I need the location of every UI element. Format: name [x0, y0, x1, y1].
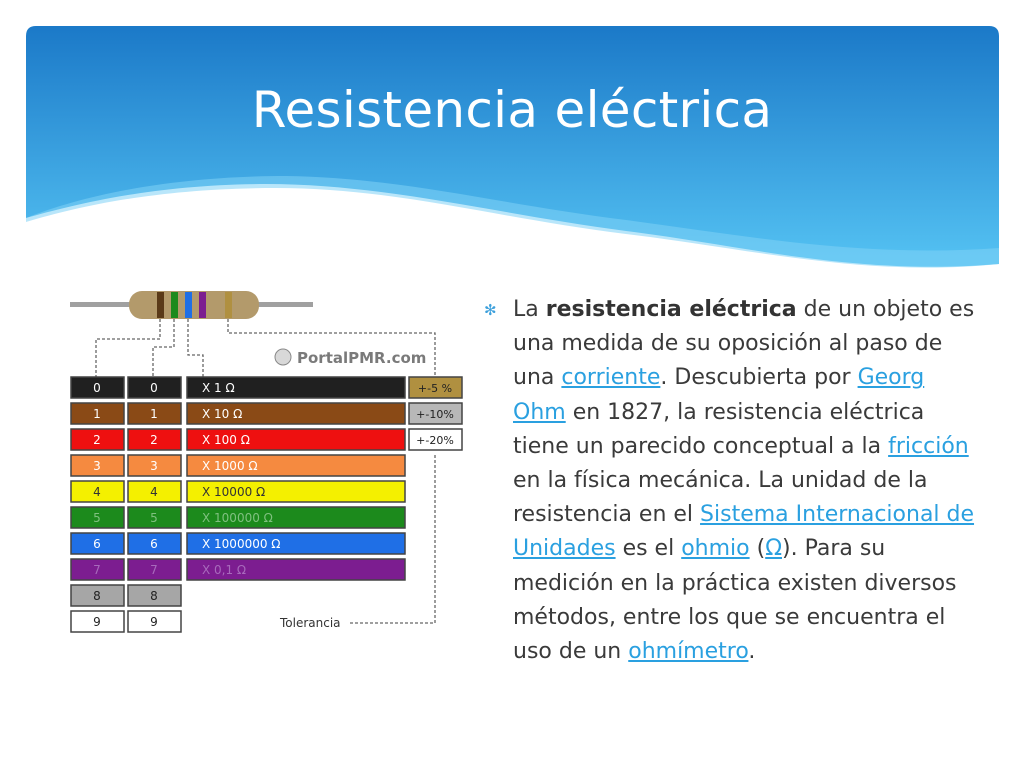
digit1-label: 8 — [93, 589, 101, 603]
slide-title: Resistencia eléctrica — [251, 81, 773, 139]
digit2-label: 9 — [150, 615, 158, 629]
digit2-label: 4 — [150, 485, 158, 499]
text-segment: ). Para su medición en la práctica existen diversos métodos, entre los que se encuentra el uso de un — [513, 536, 957, 665]
resistor-band-3 — [185, 292, 192, 318]
multiplier-label: X 100000 Ω — [202, 511, 273, 525]
multiplier-label: X 0,1 Ω — [202, 563, 247, 577]
text-segment: . — [748, 639, 756, 665]
digit2-label: 8 — [150, 589, 158, 603]
description-block — [484, 293, 980, 669]
text-segment: en 1827, la resistencia eléctrica tiene un parecido conceptual a la — [513, 399, 925, 459]
link-georg-ohm[interactable]: Georg Ohm — [513, 365, 925, 425]
digit1-label: 4 — [93, 485, 101, 499]
multiplier-label: X 100 Ω — [202, 433, 250, 447]
text-segment: en la física mecánica. La unidad de la resistencia en el — [513, 468, 928, 528]
link-sistema-internacional[interactable]: Sistema Internacional de Unidades — [513, 502, 975, 562]
resistor-band-1 — [157, 292, 164, 318]
digit1-label: 7 — [93, 563, 101, 577]
resistor-band-2 — [171, 292, 178, 318]
multiplier-label: X 1 Ω — [202, 381, 235, 395]
tolerance-label: Tolerancia — [280, 616, 341, 630]
color-band-row — [71, 429, 405, 450]
bullet-icon: ✻ — [484, 301, 497, 319]
text-segment: ( — [749, 536, 766, 562]
resistor-band-4 — [199, 292, 206, 318]
color-band-row — [71, 611, 181, 632]
tolerance-value: +-5 % — [417, 382, 453, 395]
color-band-row — [71, 559, 405, 580]
digit1-label: 6 — [93, 537, 101, 551]
multiplier-label: X 10000 Ω — [202, 485, 266, 499]
text-segment: . Descubierta por — [660, 365, 858, 391]
watermark-text: PortalPMR.com — [297, 349, 427, 367]
tolerance-row — [409, 403, 462, 424]
digit2-label: 3 — [150, 459, 158, 473]
digit1-label: 1 — [93, 407, 101, 421]
link-omega[interactable]: Ω — [765, 536, 782, 562]
digit1-label: 9 — [93, 615, 101, 629]
resistor-lead-left — [70, 302, 138, 307]
portal-watermark — [275, 349, 426, 367]
digit1-label: 5 — [93, 511, 101, 525]
color-band-row — [71, 533, 405, 554]
color-band-row — [71, 585, 181, 606]
text-segment: La — [513, 297, 546, 322]
tolerance-value: +-10% — [416, 408, 454, 421]
color-band-row — [71, 403, 405, 424]
multiplier-label: X 10 Ω — [202, 407, 243, 421]
color-band-row — [71, 507, 405, 528]
digit2-label: 2 — [150, 433, 158, 447]
term-resistencia-electrica: resistencia eléctrica — [545, 297, 797, 322]
digit1-label: 2 — [93, 433, 101, 447]
color-band-row — [71, 455, 405, 476]
link-friccion[interactable]: fricción — [888, 433, 969, 459]
multiplier-label: X 1000 Ω — [202, 459, 258, 473]
color-band-row — [71, 481, 405, 502]
digit2-label: 6 — [150, 537, 158, 551]
resistor-color-code-diagram — [65, 285, 470, 665]
link-ohmimetro[interactable]: ohmímetro — [628, 639, 749, 665]
link-ohmio[interactable]: ohmio — [681, 536, 750, 562]
header-background — [26, 26, 999, 267]
digit2-label: 5 — [150, 511, 158, 525]
multiplier-label: X 1000000 Ω — [202, 537, 281, 551]
resistor-band-5 — [225, 292, 232, 318]
resistor-lead-right — [255, 302, 313, 307]
tolerance-row — [409, 429, 462, 450]
digit1-label: 3 — [93, 459, 101, 473]
resistor-body — [129, 291, 259, 319]
link-corriente[interactable]: corriente — [561, 365, 661, 391]
digit2-label: 0 — [150, 381, 158, 395]
tolerance-row — [409, 377, 462, 398]
digit1-label: 0 — [93, 381, 101, 395]
digit2-label: 7 — [150, 563, 158, 577]
digit2-label: 1 — [150, 407, 158, 421]
tolerance-value: +-20% — [416, 434, 454, 447]
text-segment: de un objeto es una medida de su oposición al paso de una — [513, 297, 975, 391]
text-segment: es el — [615, 536, 682, 562]
description-paragraph — [513, 293, 980, 669]
color-band-row — [71, 377, 405, 398]
slide-header-banner — [26, 26, 999, 286]
